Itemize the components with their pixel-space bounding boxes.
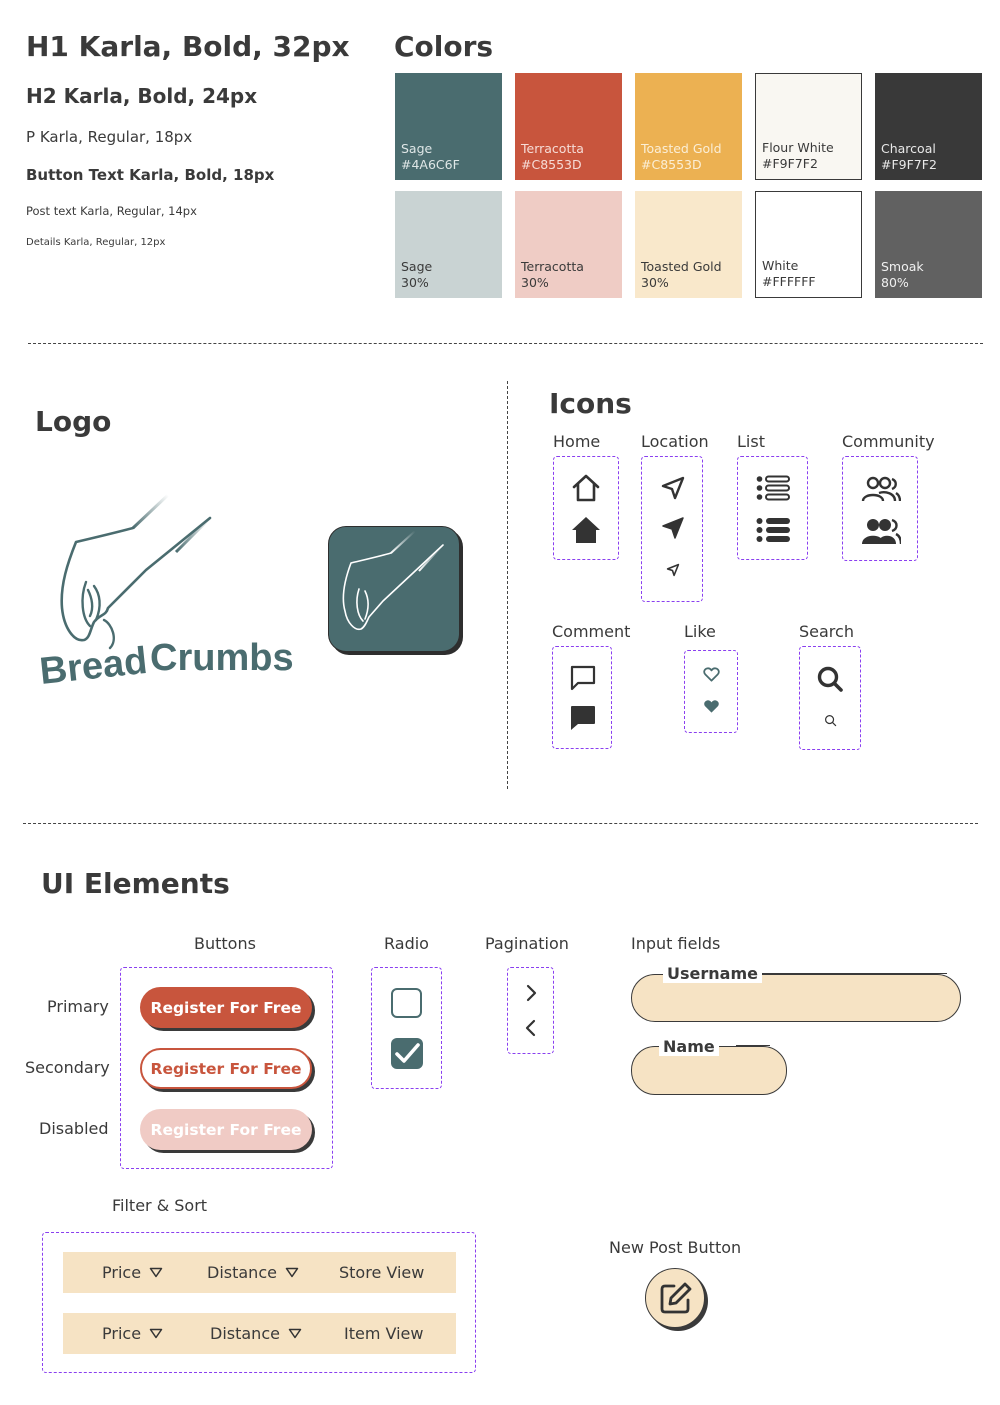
buttons-title: Buttons <box>194 934 256 953</box>
checkbox-checked[interactable] <box>391 1038 423 1069</box>
home-filled-icon <box>570 515 602 545</box>
distance-sort[interactable] <box>210 1324 302 1343</box>
swatch-name: Smoak <box>881 259 924 274</box>
home-outline-icon <box>570 473 602 503</box>
ui-elements-title: UI Elements <box>41 867 230 900</box>
view-toggle-label: Store View <box>339 1263 425 1282</box>
disabled-register-button: Register For Free <box>140 1109 312 1150</box>
community-icon-set <box>842 456 918 561</box>
color-swatch <box>515 73 622 180</box>
heart-outline-icon <box>703 667 720 682</box>
swatch-name: Sage <box>401 141 433 156</box>
filter-bar-item <box>63 1313 456 1354</box>
color-swatch <box>755 73 862 180</box>
logo-word-crumbs: Crumbs <box>150 637 294 679</box>
icon-label-like: Like <box>684 622 716 641</box>
swatch-value: #FFFFFF <box>762 274 816 289</box>
swatch-name: Charcoal <box>881 141 936 156</box>
typography-p: P Karla, Regular, 18px <box>26 128 193 146</box>
price-sort-label: Price <box>102 1324 142 1343</box>
swatch-name: Toasted Gold <box>641 259 722 274</box>
primary-register-button[interactable]: Register For Free <box>140 987 312 1028</box>
name-label: Name <box>659 1037 719 1056</box>
color-swatch <box>875 73 982 180</box>
icon-label-comment: Comment <box>552 622 631 641</box>
price-sort-label: Price <box>102 1263 142 1282</box>
price-sort[interactable] <box>102 1324 163 1343</box>
triangle-down-icon <box>149 1267 163 1278</box>
new-post-title: New Post Button <box>609 1238 742 1257</box>
divider <box>28 343 983 344</box>
breadcrumbs-logo <box>38 490 318 690</box>
color-swatch <box>515 191 622 298</box>
color-swatch <box>755 191 862 298</box>
input-fields-title: Input fields <box>631 934 721 953</box>
triangle-down-icon <box>149 1328 163 1339</box>
like-icon-set <box>684 650 738 733</box>
secondary-register-button[interactable]: Register For Free <box>140 1048 312 1089</box>
distance-sort-label: Distance <box>207 1263 277 1282</box>
icon-label-home: Home <box>553 432 601 451</box>
hand-icon <box>38 490 318 690</box>
new-post-button[interactable] <box>645 1268 705 1328</box>
comment-outline-icon <box>570 665 596 691</box>
typography-h2: H2 Karla, Bold, 24px <box>26 84 258 108</box>
username-label: Username <box>663 964 762 983</box>
list-filled-icon <box>756 517 790 543</box>
swatch-value: #F9F7F2 <box>881 157 937 172</box>
icon-label-list: List <box>737 432 765 451</box>
heart-filled-icon <box>703 699 720 714</box>
filter-bar-store <box>63 1252 456 1293</box>
edit-icon <box>659 1281 693 1315</box>
view-toggle-label: Item View <box>344 1324 424 1343</box>
icon-label-search: Search <box>799 622 854 641</box>
colors-title: Colors <box>394 30 494 63</box>
triangle-down-icon <box>288 1328 302 1339</box>
pagination-frame <box>507 967 554 1054</box>
color-swatch <box>875 191 982 298</box>
icons-title: Icons <box>549 387 632 420</box>
distance-sort-label: Distance <box>210 1324 280 1343</box>
search-icon-set <box>799 646 861 750</box>
username-field-border <box>757 973 947 974</box>
swatch-name: Terracotta <box>521 259 584 274</box>
search-large-icon <box>816 665 844 693</box>
chevron-left-icon[interactable] <box>524 1019 538 1037</box>
swatch-value: #4A6C6F <box>401 157 460 172</box>
location-small-icon <box>666 563 680 577</box>
list-outline-icon <box>756 475 790 501</box>
swatch-value: 30% <box>521 275 549 290</box>
swatch-value: #C8553D <box>521 157 582 172</box>
primary-label: Primary <box>47 997 109 1016</box>
check-icon <box>391 1038 423 1069</box>
color-swatch <box>635 73 742 180</box>
swatch-name: Toasted Gold <box>641 141 722 156</box>
icon-label-location: Location <box>641 432 709 451</box>
community-filled-icon <box>861 517 901 545</box>
swatch-name: Sage <box>401 259 433 274</box>
location-outline-icon <box>660 475 686 501</box>
comment-icon-set <box>552 646 612 749</box>
location-icon-set <box>641 456 703 602</box>
comment-filled-icon <box>570 705 596 731</box>
divider <box>23 823 978 824</box>
name-field-border <box>736 1045 770 1046</box>
typography-post-text: Post text Karla, Regular, 14px <box>26 204 197 218</box>
hand-icon <box>329 527 461 653</box>
radio-frame <box>371 967 442 1089</box>
radio-title: Radio <box>384 934 429 953</box>
swatch-name: Flour White <box>762 140 834 155</box>
price-sort[interactable] <box>102 1263 163 1282</box>
color-swatch <box>395 73 502 180</box>
color-swatch <box>395 191 502 298</box>
swatch-value: #F9F7F2 <box>762 156 818 171</box>
swatch-value: 30% <box>401 275 429 290</box>
triangle-down-icon <box>285 1267 299 1278</box>
home-icon-set <box>553 456 619 560</box>
chevron-right-icon[interactable] <box>524 984 538 1002</box>
filter-sort-title: Filter & Sort <box>112 1196 208 1215</box>
swatch-name: White <box>762 258 799 273</box>
typography-button-text: Button Text Karla, Bold, 18px <box>26 166 275 184</box>
distance-sort[interactable] <box>207 1263 299 1282</box>
swatch-name: Terracotta <box>521 141 584 156</box>
location-filled-icon <box>660 515 686 541</box>
app-icon <box>328 526 460 652</box>
icon-label-community: Community <box>842 432 935 451</box>
swatch-value: 80% <box>881 275 909 290</box>
typography-h1: H1 Karla, Bold, 32px <box>26 30 350 63</box>
item-view-toggle[interactable] <box>344 1324 423 1343</box>
color-swatch <box>635 191 742 298</box>
search-small-icon <box>824 714 837 727</box>
list-icon-set <box>737 456 808 560</box>
swatch-value: #C8553D <box>641 157 702 172</box>
divider <box>507 381 508 789</box>
checkbox-unchecked[interactable] <box>391 988 422 1018</box>
community-outline-icon <box>861 475 901 503</box>
logo-word-bread: Bread <box>38 639 150 690</box>
disabled-label: Disabled <box>39 1119 109 1138</box>
secondary-label: Secondary <box>25 1058 110 1077</box>
typography-details: Details Karla, Regular, 12px <box>26 237 166 248</box>
pagination-title: Pagination <box>485 934 569 953</box>
swatch-value: 30% <box>641 275 669 290</box>
store-view-toggle[interactable] <box>339 1263 424 1282</box>
logo-title: Logo <box>35 405 112 438</box>
